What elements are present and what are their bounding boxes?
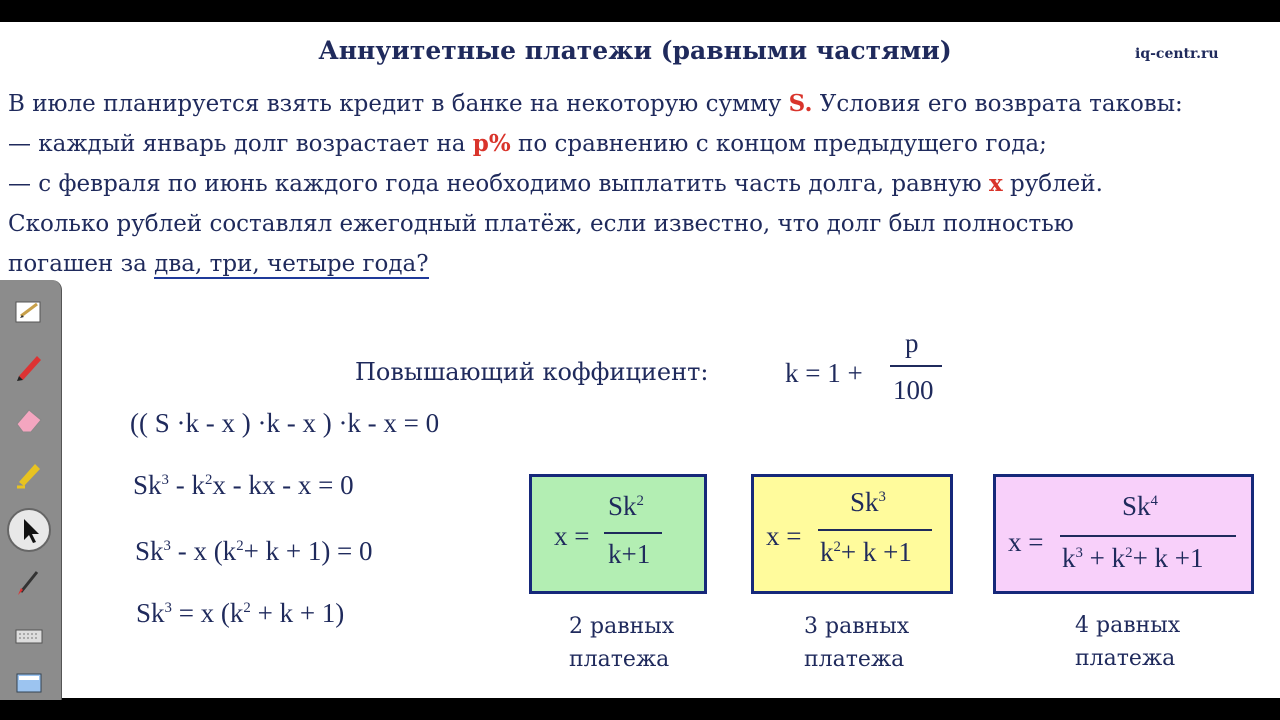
formula-box-four-payments <box>993 474 1254 594</box>
keyboard-icon[interactable] <box>11 618 47 654</box>
k-formula-bar <box>890 365 942 367</box>
slide-title: Аннуитетные платежи (равными частями) <box>318 36 952 65</box>
problem-text <box>8 84 1278 284</box>
box-fraction-bar <box>818 529 932 531</box>
brush-icon[interactable] <box>11 564 47 600</box>
k-formula-lhs: k = 1 + <box>785 358 863 388</box>
problem-line-2: — каждый январь долг возрастает на p% по сравнению с концом предыдущего года; <box>8 130 1047 157</box>
eraser-icon[interactable] <box>11 402 47 438</box>
k-formula-denominator: 100 <box>893 375 934 405</box>
box-x-equals: x = <box>1008 527 1044 557</box>
box-fraction-bar <box>604 532 662 534</box>
slide <box>0 22 1280 698</box>
box-numerator: Sk$^2$ <box>608 491 644 521</box>
coefficient-label: Повышающий коффициент: <box>355 358 709 386</box>
underlined-years: два, три, четыре года? <box>154 251 429 277</box>
site-watermark: iq-centr.ru <box>1135 46 1219 62</box>
box-x-equals: x = <box>766 521 802 551</box>
equation-4: $Sk^3 = x$ $(k^2 + k + 1)$ <box>136 598 345 628</box>
problem-line-3: — с февраля по июнь каждого года необходимо выплатить часть долга, равную x рублей. <box>8 170 1103 197</box>
caption-four-payments: 4 равных платежа <box>1075 613 1181 671</box>
cursor-icon[interactable] <box>7 508 51 552</box>
problem-line-4: Сколько рублей составлял ежегодный платёж, если известно, что долг был полностью <box>8 211 1074 237</box>
problem-line-5: погашен за два, три, четыре года? <box>8 251 429 277</box>
formula-box-three-payments <box>751 474 953 594</box>
annotation-toolbar <box>0 280 62 700</box>
formula-box-two-payments <box>529 474 707 594</box>
box-denominator: $k^3 + k^2+ k +1$ <box>1062 543 1204 573</box>
variable-s: S. <box>788 90 813 117</box>
equation-2: $Sk^3 - k^2x$ - kx - x = 0 <box>133 470 354 500</box>
box-x-equals: x = <box>554 521 590 551</box>
caption-two-payments: 2 равных платежа <box>569 614 675 672</box>
k-formula-numerator: p <box>905 328 919 358</box>
caption-three-payments: 3 равных платежа <box>804 614 910 672</box>
box-denominator: k+1 <box>608 539 651 569</box>
screen-icon[interactable] <box>11 666 47 702</box>
box-fraction-bar <box>1060 535 1236 537</box>
whiteboard-icon[interactable] <box>11 294 47 330</box>
equation-1: (( S ·k - x ) ·k - x ) ·k - x = 0 <box>130 408 440 438</box>
box-denominator: $k^2+ k +1$ <box>820 537 912 567</box>
highlighter-icon[interactable] <box>11 456 47 492</box>
pen-icon[interactable] <box>11 348 47 384</box>
variable-p: p% <box>472 130 511 157</box>
equation-3: Sk$^3$ - x $(k^2+ k + 1) = 0$ <box>135 536 373 566</box>
box-numerator: Sk$^3$ <box>850 487 886 517</box>
variable-x: x <box>988 170 1003 197</box>
box-numerator: Sk$^4$ <box>1122 491 1158 521</box>
problem-line-1: В июле планируется взять кредит в банке на некоторую сумму S. Условия его возврата таковы: <box>8 90 1183 117</box>
